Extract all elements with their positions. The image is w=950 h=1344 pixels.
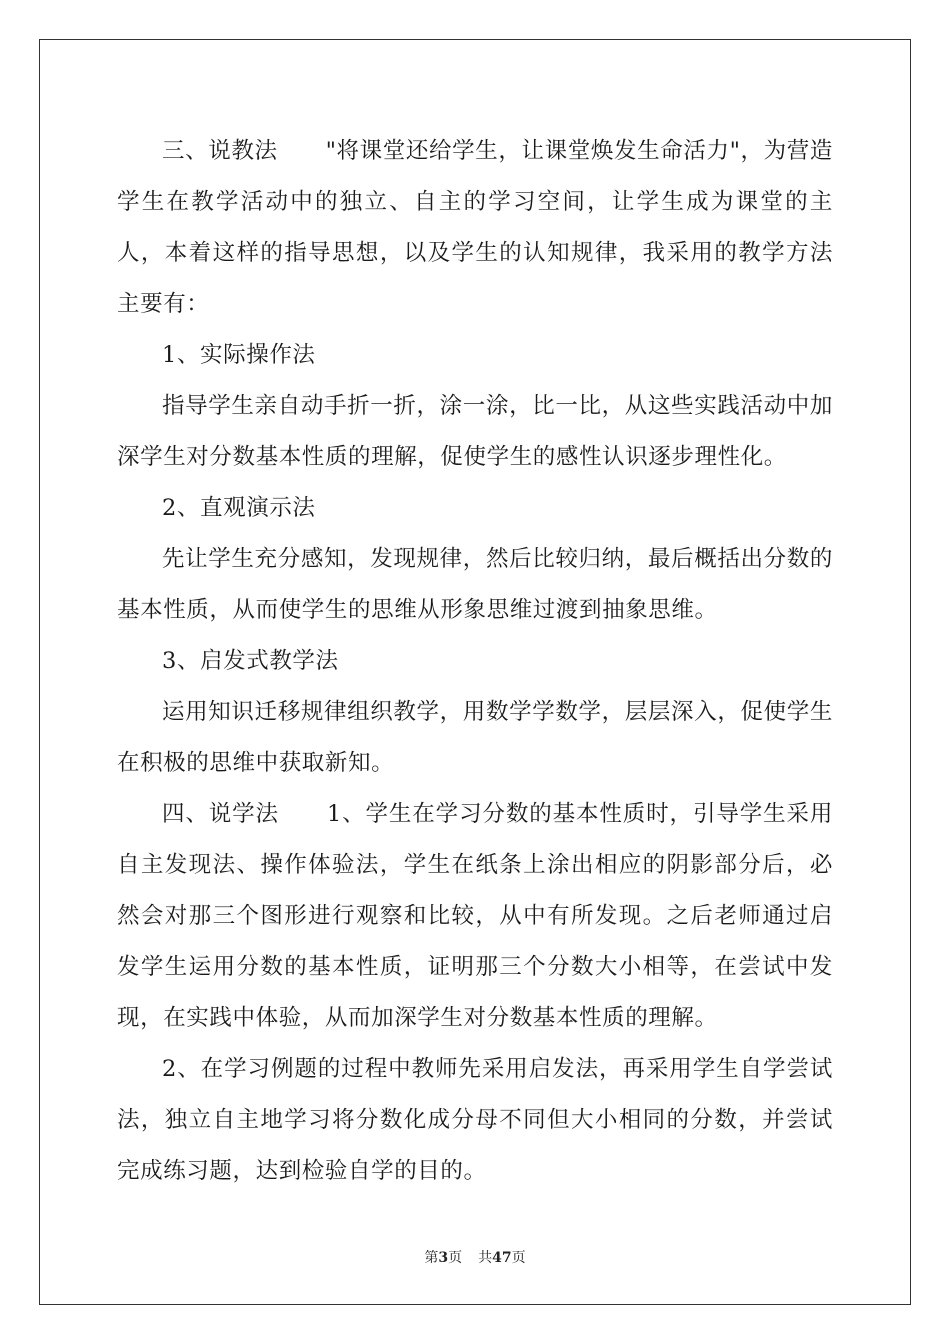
page-prefix: 第 (424, 1250, 439, 1266)
page-total-number: 47 (492, 1250, 512, 1266)
section-heading-teaching-methods: 三、说教法 (162, 138, 278, 164)
method-heading-heuristic-teaching: 3、启发式教学法 (162, 648, 339, 674)
total-suffix: 页 (511, 1250, 526, 1266)
method-heading-practical-operation: 1、实际操作法 (162, 342, 316, 368)
paragraph-heuristic-teaching: 运用知识迁移规律组织教学，用数学学数学，层层深入，促使学生在积极的思维中获取新知。 (117, 699, 833, 776)
paragraph-example-learning: 2、在学习例题的过程中教师先采用启发法，再采用学生自学尝试法，独立自主地学习将分数化成分母不同但大小相同的分数，并尝试完成练习题，达到检验自学的目的。 (117, 1056, 833, 1184)
paragraph-learning-methods (117, 789, 833, 1044)
page-current-number: 3 (438, 1250, 449, 1266)
document-body (117, 126, 833, 1197)
paragraph-text: "将课堂还给学生，让课堂焕发生命活力"，为营造学生在教学活动中的独立、自主的学习空间，让学生成为课堂的主人，本着这样的指导思想，以及学生的认知规律，我采用的教学方法主要有： (117, 138, 833, 317)
paragraph-teaching-methods (117, 126, 833, 330)
page-suffix: 页 (448, 1250, 463, 1266)
page-footer (0, 1247, 950, 1267)
method-heading-visual-demonstration: 2、直观演示法 (162, 495, 316, 521)
total-prefix: 共 (478, 1250, 493, 1266)
paragraph-practical-operation: 指导学生亲自动手折一折，涂一涂，比一比，从这些实践活动中加深学生对分数基本性质的理解，促使学生的感性认识逐步理性化。 (117, 393, 833, 470)
paragraph-visual-demonstration: 先让学生充分感知，发现规律，然后比较归纳，最后概括出分数的基本性质，从而使学生的思维从形象思维过渡到抽象思维。 (117, 546, 833, 623)
paragraph-text: 1、学生在学习分数的基本性质时，引导学生采用自主发现法、操作体验法，学生在纸条上涂出相应的阴影部分后，必然会对那三个图形进行观察和比较，从中有所发现。之后老师通过启发学生运用分数的基本性质，证明那三个分数大小相等，在尝试中发现，在实践中体验，从而加深学生对分数基本性质的理解。 (117, 801, 833, 1031)
section-heading-learning-methods: 四、说学法 (162, 801, 279, 827)
